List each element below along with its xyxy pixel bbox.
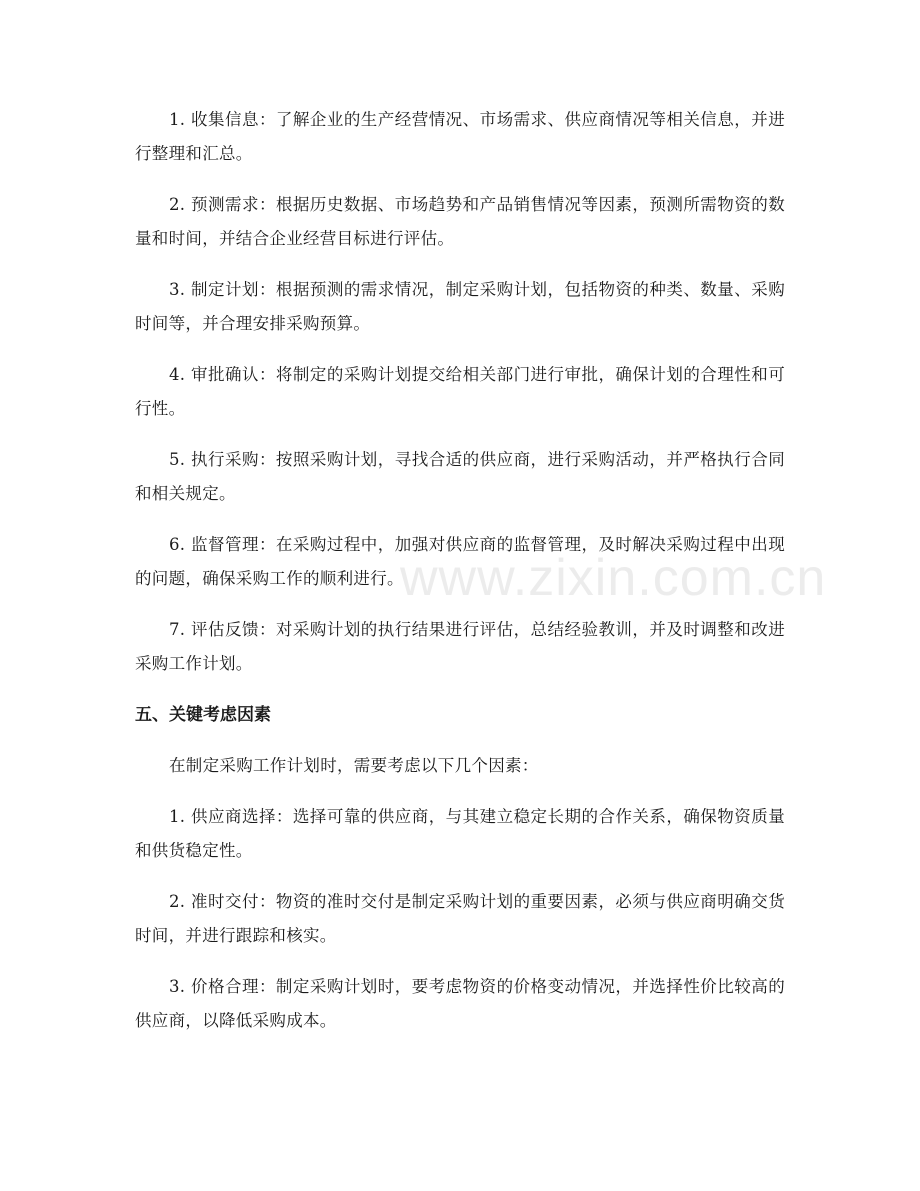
section-heading: 五、关键考虑因素 (135, 705, 271, 725)
document-body (135, 103, 785, 1055)
list-item: 6. 监督管理：在采购过程中，加强对供应商的监督管理，及时解决采购过程中出现的问题，确保采购工作的顺利进行。 (135, 535, 785, 588)
list-item: 2. 预测需求：根据历史数据、市场趋势和产品销售情况等因素，预测所需物资的数量和时间，并结合企业经营目标进行评估。 (135, 195, 785, 248)
list-item: 3. 价格合理：制定采购计划时，要考虑物资的价格变动情况，并选择性价比较高的供应商，以降低采购成本。 (135, 977, 785, 1030)
list-item: 1. 供应商选择：选择可靠的供应商，与其建立稳定长期的合作关系，确保物资质量和供货稳定性。 (135, 807, 785, 860)
list-item: 4. 审批确认：将制定的采购计划提交给相关部门进行审批，确保计划的合理性和可行性。 (135, 365, 785, 418)
list-item: 5. 执行采购：按照采购计划，寻找合适的供应商，进行采购活动，并严格执行合同和相关规定。 (135, 450, 785, 503)
intro-paragraph: 在制定采购工作计划时，需要考虑以下几个因素： (169, 756, 539, 775)
list-item: 7. 评估反馈：对采购计划的执行结果进行评估，总结经验教训，并及时调整和改进采购工作计划。 (135, 620, 785, 673)
list-item: 2. 准时交付：物资的准时交付是制定采购计划的重要因素，必须与供应商明确交货时间，并进行跟踪和核实。 (135, 892, 785, 945)
watermark: www.zixin.com.cn (400, 549, 827, 607)
list-item: 1. 收集信息：了解企业的生产经营情况、市场需求、供应商情况等相关信息，并进行整理和汇总。 (135, 110, 785, 163)
list-item: 3. 制定计划：根据预测的需求情况，制定采购计划，包括物资的种类、数量、采购时间等，并合理安排采购预算。 (135, 280, 785, 333)
